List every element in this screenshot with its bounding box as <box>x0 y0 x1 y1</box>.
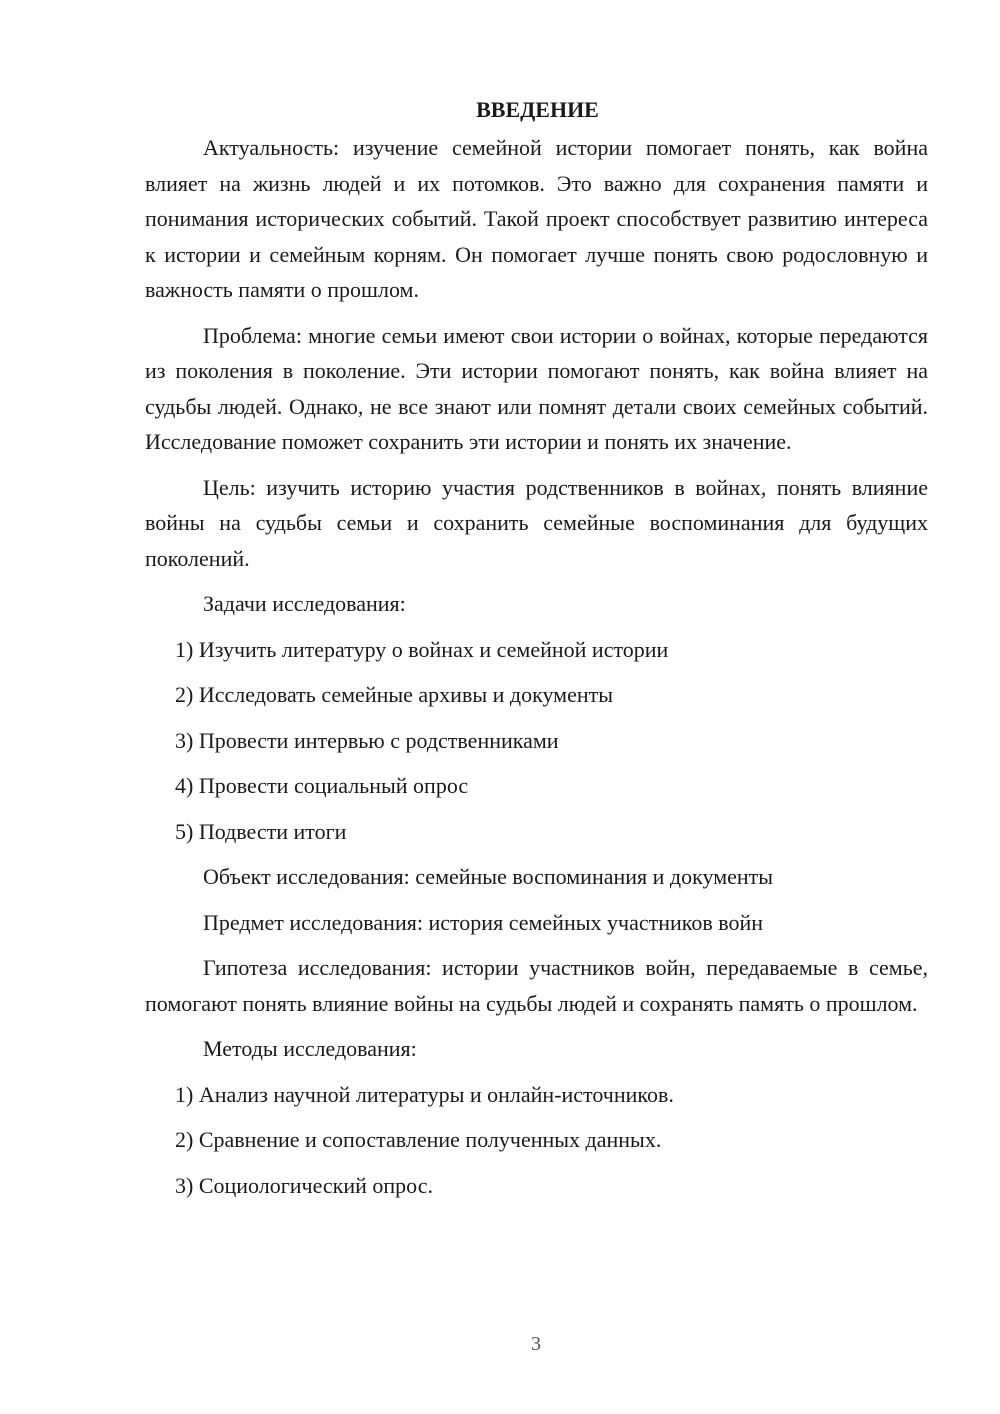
hypothesis-paragraph: Гипотеза исследования: истории участников войн, передаваемые в семье, помогают понять влияние войны на судьбы людей и сохранять память о прошлом. <box>145 955 928 1016</box>
tasks-heading: Задачи исследования: <box>203 591 406 616</box>
method-item: 1) Анализ научной литературы и онлайн-источников. <box>175 1081 674 1107</box>
page-content <box>145 92 928 1213</box>
task-item: 3) Провести интервью с родственниками <box>175 727 559 753</box>
page-number: 3 <box>531 1333 541 1355</box>
problem-paragraph: Проблема: многие семьи имеют свои истории о войнах, которые передаются из поколения в поколение. Эти истории помогают понять, как война влияет на судьбы людей. Однако, не все знают или помнят детали своих семейных событий. Исследование поможет сохранить эти истории и понять их значение. <box>145 322 928 454</box>
task-item: 5) Подвести итоги <box>175 818 347 844</box>
method-item: 2) Сравнение и сопоставление полученных данных. <box>175 1127 662 1152</box>
goal-paragraph: Цель: изучить историю участия родственников в войнах, понять влияние войны на судьбы семьи и сохранить семейные воспоминания для будущих поколений. <box>145 474 928 571</box>
research-subject: Предмет исследования: история семейных участников войн <box>203 909 764 935</box>
task-item: 2) Исследовать семейные архивы и документы <box>175 682 614 707</box>
task-item: 1) Изучить литературу о войнах и семейной истории <box>175 636 669 662</box>
page-title: ВВЕДЕНИЕ <box>476 97 599 122</box>
method-item: 3) Социологический опрос. <box>175 1172 433 1198</box>
task-item: 4) Провести социальный опрос <box>175 773 469 798</box>
methods-heading: Методы исследования: <box>203 1036 417 1061</box>
research-object: Объект исследования: семейные воспоминания и документы <box>203 864 774 889</box>
relevance-paragraph: Актуальность: изучение семейной истории помогает понять, как война влияет на жизнь людей и их потомков. Это важно для сохранения памяти и понимания исторических событий. Такой проект способствует развитию интереса к истории и семейным корням. Он помогает лучше понять свою родословную и важность памяти о прошлом. <box>145 135 928 302</box>
